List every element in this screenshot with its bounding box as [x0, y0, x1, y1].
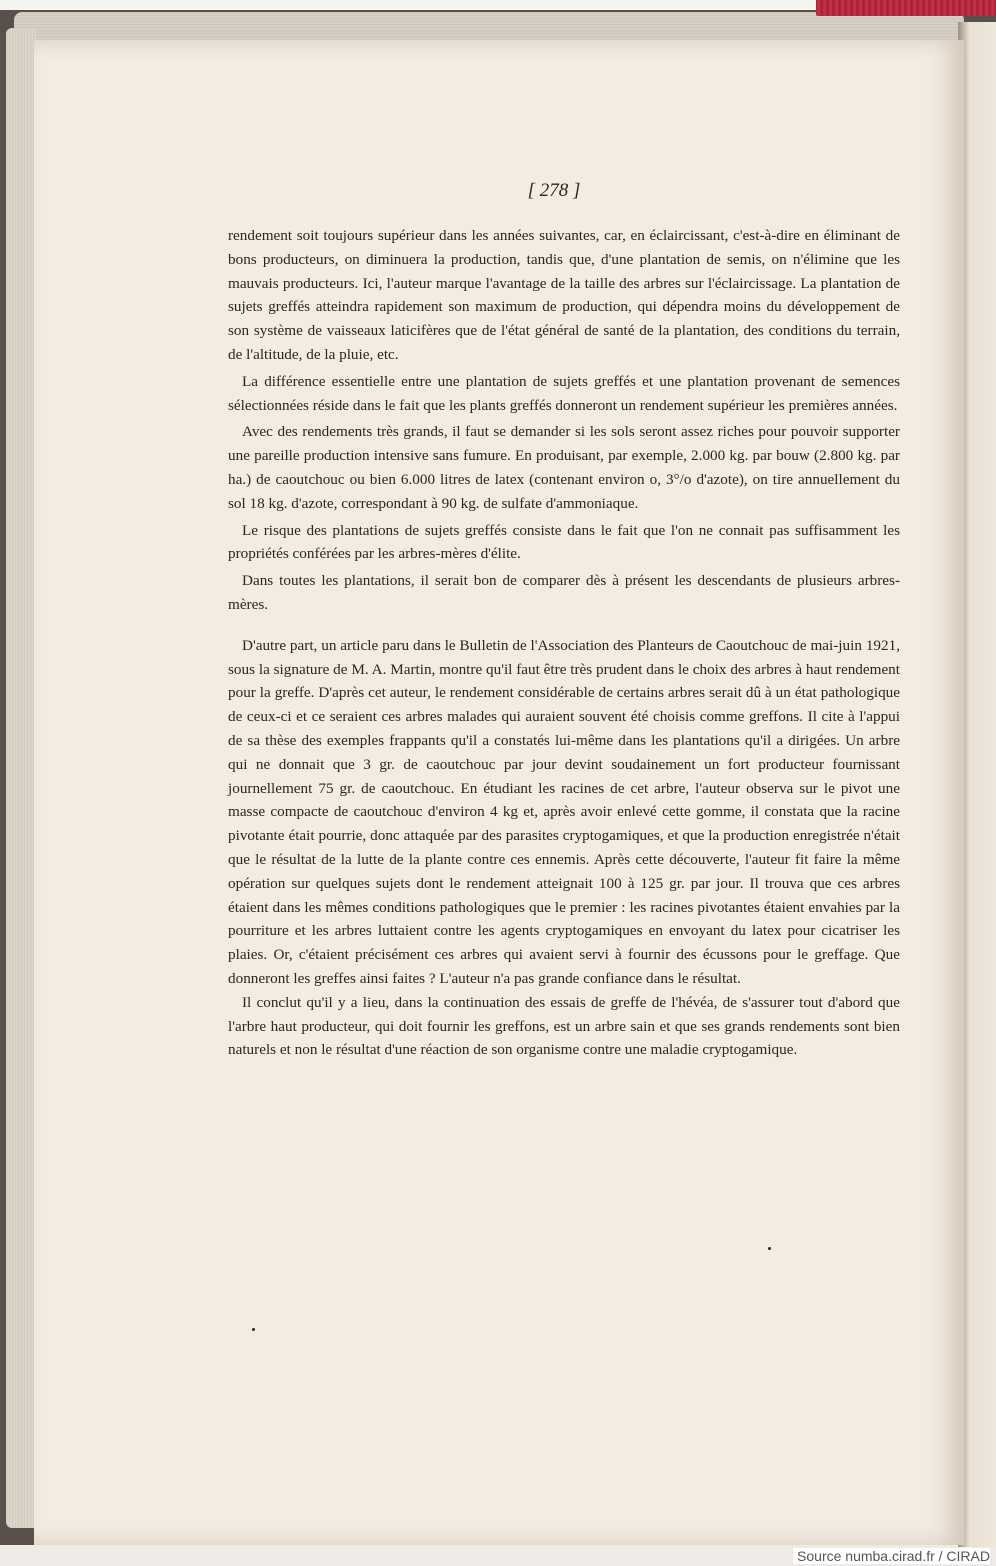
ink-speck [252, 1328, 255, 1331]
bookmark-ribbon [816, 0, 996, 16]
paragraph-2: La différence essentielle entre une plantation de sujets greffés et une plantation provenant de semences sélectionnées réside dans le fait que les plants greffés donneront un rendement supérieur les premières années. [228, 372, 900, 414]
paragraph-4: Le risque des plantations de sujets greffés consiste dans le fait que l'on ne connait pas suffisamment les propriétés conférées par les arbres-mères d'élite. [228, 521, 900, 563]
paragraph-3: Avec des rendements très grands, il faut se demander si les sols seront assez riches pour pouvoir supporter une pareille production intensive sans fumure. En produisant, par exemple, 2.000 kg. par bouw (2.800 kg. par ha.) de caoutchouc ou bien 6.000 litres de latex (contenant environ o, 3°/o d'azote), on tire annuellement du sol 18 kg. d'azote, correspondant à 90 kg. de sulfate d'ammoniaque. [228, 423, 900, 512]
ink-speck [768, 1247, 771, 1250]
paragraph-7: Il conclut qu'il y a lieu, dans la continuation des essais de greffe de l'hévéa, de s'assurer tout d'abord que l'arbre haut producteur, qui doit fournir les greffons, est un arbre sain et que ses grands rendements sont bien naturels et non le résultat d'une réaction de son organisme contre une maladie cryptogamique. [228, 993, 900, 1059]
paragraph-1: rendement soit toujours supérieur dans les années suivantes, car, en éclaircissant, c'est-à-dire en éliminant de bons producteurs, on diminuera la production, tandis que, d'une plantation de semis, on n'élimine que les mauvais producteurs. Ici, l'auteur marque l'avantage de la taille des arbres sur l'éclaircissage. La plantation de sujets greffés atteindra rapidement son maximum de production, qui dépendra moins du développement de son système de vaisseaux laticifères que de l'état général de santé de la plantation, des conditions du terrain, de l'altitude, de la pluie, etc. [228, 227, 900, 363]
source-credit: Source numba.cirad.fr / CIRAD [793, 1548, 990, 1564]
page-number: [ 278 ] [527, 180, 581, 201]
paragraph-6: D'autre part, un article paru dans le Bulletin de l'Association des Planteurs de Caoutchouc de mai-juin 1921, sous la signature de M. A. Martin, montre qu'il faut être très prudent dans le choix des arbres à haut rendement pour la greffe. D'après cet auteur, le rendement considérable de certains arbres serait dû à un état pathologique de ceux-ci et ce seraient ces arbres malades qui auraient souvent été choisis comme greffons. Il cite à l'appui de sa thèse des exemples frappants qu'il a constatés lui-même dans les plantations qu'il a dirigées. Un arbre qui ne donnait que 3 gr. de caoutchouc par jour devint soudainement un fort producteur fournissant journellement 75 gr. de caoutchouc. En étudiant les racines de cet arbre, l'auteur observa sur le pivot une masse compacte de caoutchouc d'environ 4 kg et, après avoir enlevé cette gomme, il constata que la racine pivotante était pourrie, donc attaquée par des parasites cryptogamiques, et que la production enregistrée n'était que le résultat de la lutte de la plante contre ces ennemis. Après cette découverte, l'auteur fit faire la même opération sur quelques sujets dont le rendement atteignait 100 à 125 gr. par jour. Il trouva que ces arbres étaient dans les mêmes conditions pathologiques que le premier : les racines pivotantes étaient envahies par la pourriture et les arbres luttaient contre les agents cryptogamiques en envoyant du latex pour cicatriser les plaies. Or, c'étaient précisément ces arbres qui avaient servi à fournir des écussons pour le greffage. Que donneront les greffes ainsi faites ? L'auteur n'a pas grande confiance dans le résultat. [228, 636, 900, 987]
page-edges-left [6, 28, 36, 1528]
paragraph-5: Dans toutes les plantations, il serait bon de comparer dès à présent les descendants de plusieurs arbres-mères. [228, 572, 900, 613]
page-text [228, 224, 900, 1062]
